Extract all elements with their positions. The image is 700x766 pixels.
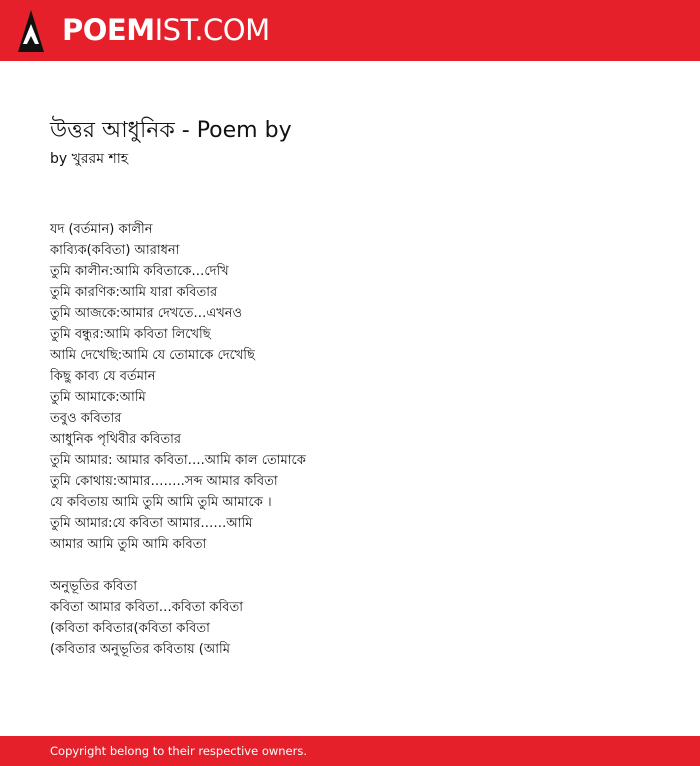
poem-line: তুমি কারণিক:আমি যারা কবিতার [50, 285, 218, 300]
poem-title: উত্তর আধুনিক - Poem by [50, 118, 292, 143]
poem-line: তুমি কোথায়:আমার……..সব্দ আমার কবিতা [50, 474, 278, 489]
poem-line: কাব্যিক(কবিতা) আরাধনা [50, 243, 180, 258]
poem-line: (কবিতা কবিতার(কবিতা কবিতা [50, 621, 210, 636]
poem-line: (কবিতার অনুভূতির কবিতায় (আমি [50, 642, 230, 657]
poem-line: তবুও কবিতার [50, 411, 122, 426]
poem-line: তুমি আমার: আমার কবিতা….আমি কাল তোমাকে [50, 453, 306, 468]
site-footer [0, 736, 700, 766]
poem-line: যদ (বর্তমান) কালীন [50, 222, 153, 237]
poem-line: তুমি আমার:যে কবিতা আমার……আমি [50, 516, 253, 531]
poem-line: তুমি বন্ধুর:আমি কবিতা লিখেছি [50, 327, 211, 342]
poem-line: অনুভূতির কবিতা [50, 579, 138, 594]
poem-line: তুমি আমাকে:আমি [50, 390, 146, 405]
poem-line: তুমি আজকে:আমার দেখতে…এখনও [50, 306, 243, 321]
poem-line: কিছু কাব্য যে বর্তমান [50, 369, 156, 384]
poem-line: যে কবিতায় আমি তুমি আমি তুমি আমাকে । [50, 495, 272, 510]
poem-byline: by খুররম শাহ [50, 151, 129, 167]
poem-body [50, 219, 650, 660]
poem-line: তুমি কালীন:আমি কবিতাকে…দেখি [50, 264, 229, 279]
site-header [0, 0, 700, 61]
poem-line: আমার আমি তুমি আমি কবিতা [50, 537, 207, 552]
site-logo[interactable] [62, 12, 270, 48]
copyright-text: Copyright belong to their respective owners. [50, 744, 308, 758]
stanza-break [50, 555, 650, 576]
pencil-tip-icon[interactable] [18, 10, 44, 52]
poem-line: আমি দেখেছি:আমি যে তোমাকে দেখেছি [50, 348, 255, 363]
poem-line: কবিতা আমার কবিতা…কবিতা কবিতা [50, 600, 243, 615]
logo-bold-text: POEM [62, 13, 155, 47]
poem-line: আধুনিক পৃথিবীর কবিতার [50, 432, 182, 447]
logo-light-text: IST.COM [154, 13, 270, 47]
